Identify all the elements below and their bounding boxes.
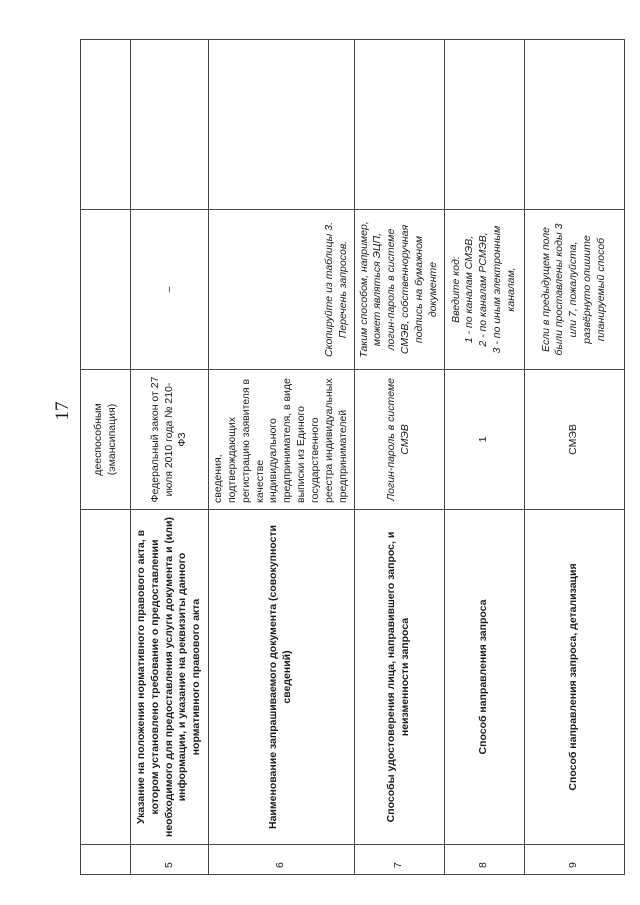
- row-comment: [444, 210, 524, 370]
- table-row-continued: [81, 40, 131, 875]
- comment-line: 3 - по иным электронным каналам,: [491, 225, 518, 354]
- table-row: [524, 40, 624, 875]
- row-name: Способ направления запроса, детализация: [524, 510, 624, 845]
- row-extra-cell: [524, 40, 624, 210]
- row-name: Указание на положения нормативного правового акта, в котором установлено требование о предоставлении необходимого для предоставления услуги документа и (или) информации, и указание на реквизиты данного нормативного правового акта: [131, 510, 209, 845]
- comment-line: 2 - по каналам РСМЭВ,: [477, 232, 490, 347]
- row-value: сведения, подтверждающих регистрацию заявителя в качестве индивидуального предпринимателя, в виде выписки из Единого государственного реестра индивидуальных предпринимателей: [209, 370, 355, 510]
- row-name: Наименование запрашиваемого документа (совокупности сведений): [209, 510, 355, 845]
- row-extra-cell: [444, 40, 524, 210]
- row-name: Способ направления запроса: [444, 510, 524, 845]
- table-row: [209, 40, 355, 875]
- row-name: Способы удостоверения лица, направившего запрос, и неизменности запроса: [354, 510, 444, 845]
- row-number: 7: [354, 845, 444, 875]
- row-number: 8: [444, 845, 524, 875]
- rotated-page: [80, 40, 608, 875]
- table-row: [354, 40, 444, 875]
- row-number: 5: [131, 845, 209, 875]
- row-value: СМЭВ: [524, 370, 624, 510]
- row-extra-cell: [209, 40, 355, 210]
- page-number: 17: [52, 401, 73, 421]
- row-number: 9: [524, 845, 624, 875]
- row-number: 6: [209, 845, 355, 875]
- row-value: 1: [444, 370, 524, 510]
- row-value: Логин-пароль в системе СМЭВ: [354, 370, 444, 510]
- table-row: [444, 40, 524, 875]
- row-extra-cell: [131, 40, 209, 210]
- row-comment: –: [131, 210, 209, 370]
- comment-line: 1 - по каналам СМЭВ,: [463, 235, 476, 344]
- table-row: [131, 40, 209, 875]
- row-extra-cell: [354, 40, 444, 210]
- row-value-cell: дееспособным (эмансипация): [81, 370, 131, 510]
- row-number-cell: [81, 845, 131, 875]
- row-extra-cell: [81, 40, 131, 210]
- requirements-table: [80, 39, 625, 875]
- row-comment: Скопируйте из таблицы 3. Перечень запросов.: [209, 210, 355, 370]
- row-comment: Если в предыдущем поле были проставлены коды 3 или 7, пожалуйста, развёрнуто опишите планируемый способ: [524, 210, 624, 370]
- row-value: Федеральный закон от 27 июля 2010 года № 210-ФЗ: [131, 370, 209, 510]
- row-name-cell: [81, 510, 131, 845]
- comment-line: Введите код:: [449, 256, 462, 323]
- row-comment: Таким способом, например, может являться ЭЦП, логин-пароль в системе СМЭВ, собственноручная подпись на бумажном документе: [354, 210, 444, 370]
- row-comment-cell: [81, 210, 131, 370]
